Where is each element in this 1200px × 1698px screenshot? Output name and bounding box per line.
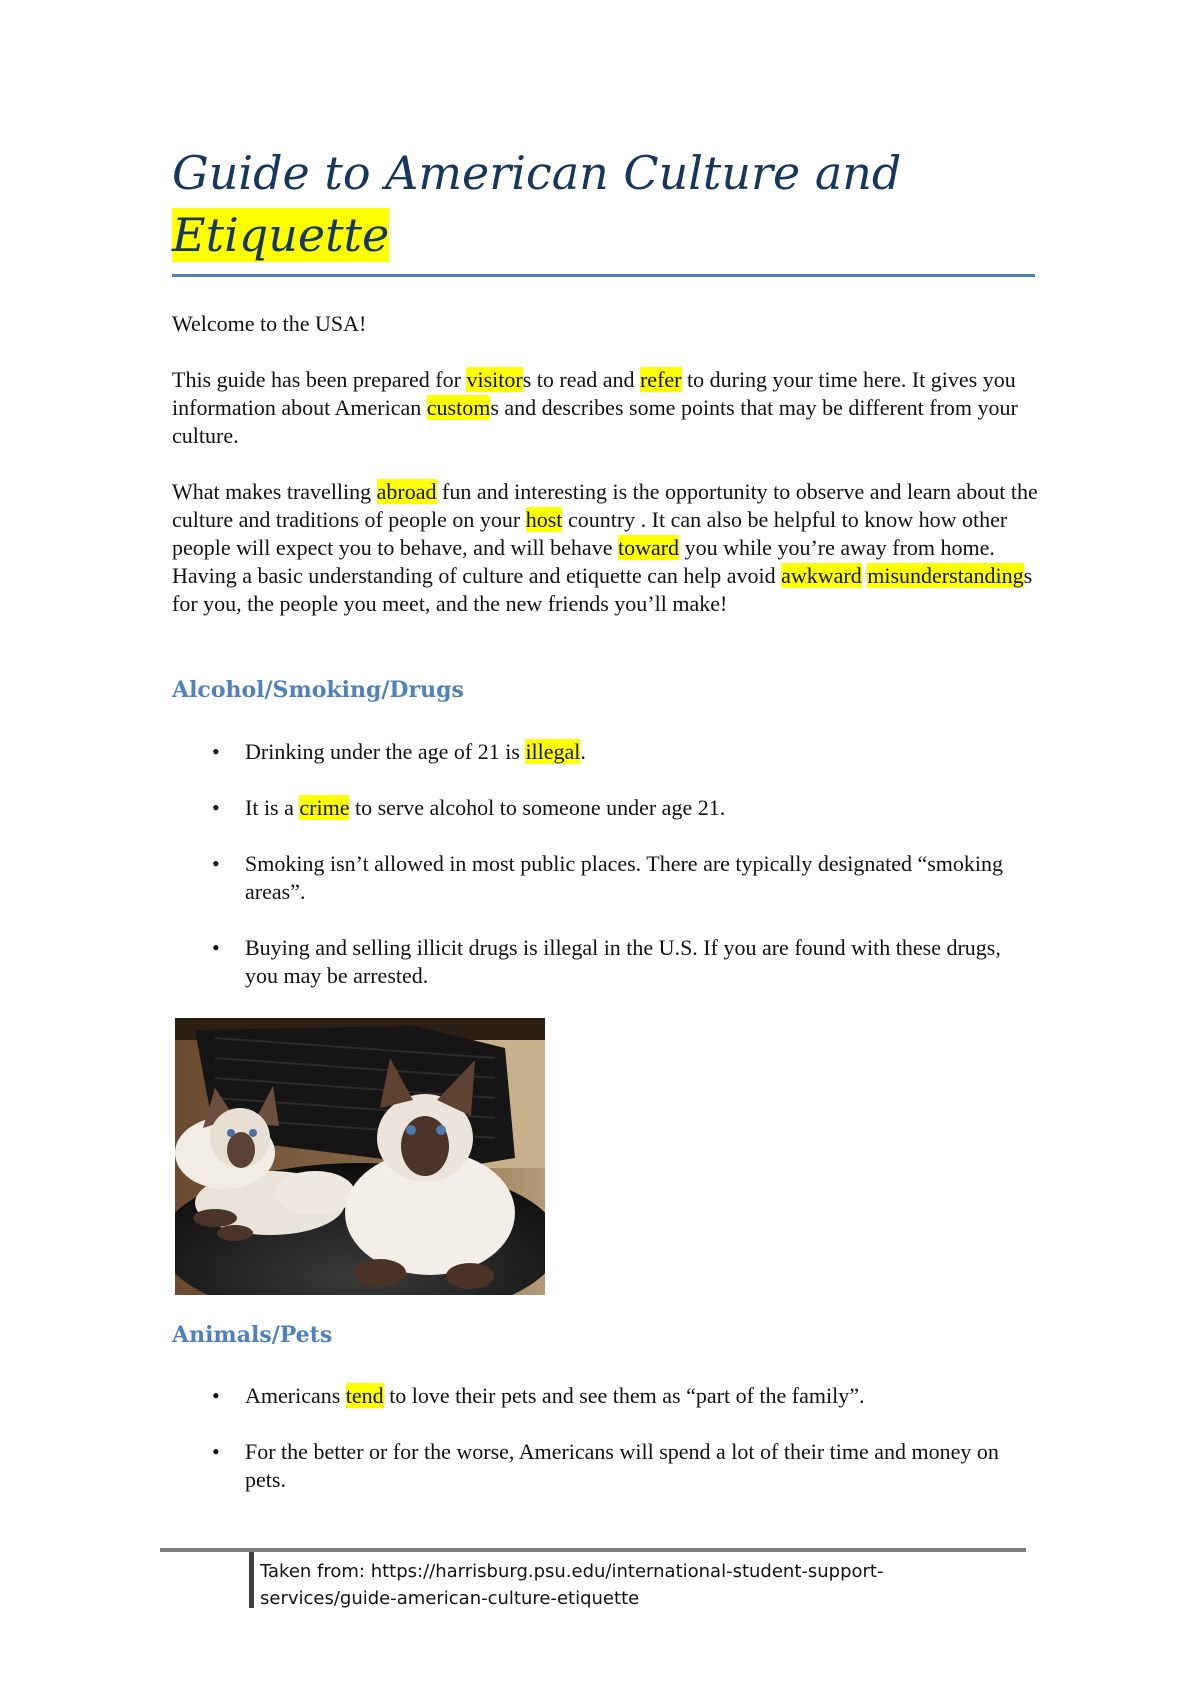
text-run: This guide has been prepared for <box>172 367 467 392</box>
list-item <box>172 1382 1032 1410</box>
highlighted-word: awkward <box>781 563 862 588</box>
text-run: to during your time here. It gives you information about American <box>172 367 1016 420</box>
text-run: country . It can also be helpful to know how other people will expect you to behave, and will behave <box>172 507 1008 560</box>
highlighted-word: refer <box>639 367 682 392</box>
welcome-paragraph: Welcome to the USA! <box>172 311 367 336</box>
highlighted-word: abroad <box>376 479 437 504</box>
footer-line-2: services/guide-american-culture-etiquette <box>260 1588 640 1609</box>
footer-line-1: Taken from: https://harrisburg.psu.edu/international-student-support- <box>260 1561 884 1582</box>
text-run: Smoking isn’t allowed in most public places. There are typically designated “smoking areas”. <box>245 851 1004 904</box>
highlighted-word: illegal <box>525 739 581 764</box>
text-run: For the better or for the worse, Americans will spend a lot of their time and money on pets. <box>245 1439 999 1492</box>
text-run: Buying and selling illicit drugs is illegal in the U.S. If you are found with these drugs, you may be arrested. <box>245 935 1001 988</box>
text-run: What makes travelling <box>172 479 377 504</box>
highlighted-word: crime <box>299 795 350 820</box>
footer-source <box>260 1558 1020 1612</box>
alcohol-bullet-list <box>172 738 1032 1018</box>
text-run: fun and interesting is the opportunity to observe and learn about the culture and traditions of people on your <box>172 479 1038 532</box>
text-run: Drinking under the age of 21 is <box>245 739 526 764</box>
list-item <box>172 738 1032 766</box>
list-item <box>172 934 1032 990</box>
list-item <box>172 794 1032 822</box>
bullet-icon: • <box>212 795 220 820</box>
highlighted-word: custom <box>426 395 491 420</box>
highlighted-word: visitor <box>466 367 523 392</box>
text-run: s to read and <box>522 367 640 392</box>
highlighted-word: misunderstanding <box>867 563 1024 588</box>
highlighted-word: host <box>525 507 563 532</box>
bullet-icon: • <box>212 1439 220 1464</box>
intro-paragraph <box>172 366 1042 450</box>
animals-bullet-list <box>172 1382 1032 1522</box>
text-run: It is a <box>245 795 300 820</box>
text-run: s and describes some points that may be different from your culture. <box>172 395 1018 448</box>
document-title <box>172 142 1052 266</box>
bullet-icon: • <box>212 851 220 876</box>
section-heading-alcohol: Alcohol/Smoking/Drugs <box>172 677 464 703</box>
text-run: you while you’re away from home. Having a basic understanding of culture and etiquette can help avoid <box>172 535 995 588</box>
bullet-icon: • <box>212 935 220 960</box>
text-run: Americans <box>245 1383 346 1408</box>
bullet-icon: • <box>212 1383 220 1408</box>
title-line-1: Guide to American Culture and <box>172 146 902 200</box>
text-run: . <box>580 739 586 764</box>
siamese-cats-photo <box>175 1018 545 1295</box>
list-item <box>172 850 1032 906</box>
text-run: s for you, the people you meet, and the new friends you’ll make! <box>172 563 1033 616</box>
highlighted-word: toward <box>617 535 680 560</box>
section-heading-animals: Animals/Pets <box>172 1322 333 1348</box>
title-line-2: Etiquette <box>172 208 390 262</box>
cats-illustration <box>175 1018 545 1295</box>
title-underline <box>172 274 1035 277</box>
footer-side-bar <box>249 1552 254 1608</box>
text-run: to serve alcohol to someone under age 21. <box>349 795 726 820</box>
list-item <box>172 1438 1032 1494</box>
footer-rule <box>160 1548 1026 1552</box>
bullet-icon: • <box>212 739 220 764</box>
highlighted-word: tend <box>345 1383 384 1408</box>
travel-paragraph <box>172 478 1042 618</box>
text-run: to love their pets and see them as “part of the family”. <box>383 1383 865 1408</box>
